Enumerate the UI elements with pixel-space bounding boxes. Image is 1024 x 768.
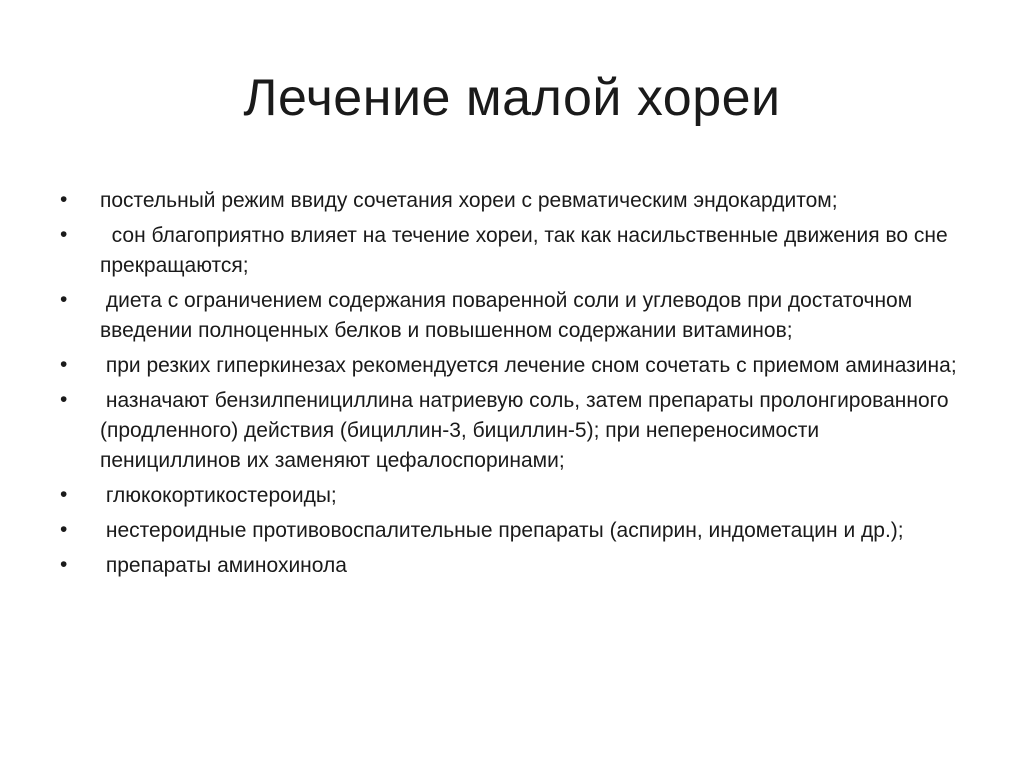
bullet-icon: •: [60, 353, 68, 376]
list-item: [60, 516, 960, 546]
list-item: [60, 286, 960, 346]
list-item-text: препараты аминохинола: [100, 554, 347, 577]
bullet-icon: •: [60, 483, 68, 506]
list-item-text: диета с ограничением содержания поваренной соли и углеводов при достаточном введении полноценных белков и повышенном содержании витаминов;: [100, 289, 919, 342]
bullet-icon: •: [60, 553, 68, 576]
bullet-list: [60, 186, 960, 586]
list-item: [60, 551, 960, 581]
list-item-text: глюкокортикостероиды;: [100, 484, 337, 507]
list-item-text: нестероидные противовоспалительные препараты (аспирин, индометацин и др.);: [100, 519, 904, 542]
list-item-text: назначают бензилпенициллина натриевую соль, затем препараты пролонгированного (продленного) действия (бициллин-3, бициллин-5); при непереносимости пенициллинов их заменяют цефалоспоринами;: [100, 389, 955, 472]
list-item: [60, 186, 960, 216]
list-item: [60, 351, 960, 381]
list-item: [60, 386, 960, 476]
list-item: [60, 481, 960, 511]
bullet-icon: •: [60, 518, 68, 541]
bullet-icon: •: [60, 188, 68, 211]
list-item-text: при резких гиперкинезах рекомендуется лечение сном сочетать с приемом аминазина;: [100, 354, 957, 377]
bullet-icon: •: [60, 223, 68, 246]
list-item-text: постельный режим ввиду сочетания хореи с ревматическим эндокардитом;: [100, 189, 838, 212]
list-item: [60, 221, 960, 281]
slide-title: Лечение малой хореи: [243, 69, 781, 127]
bullet-icon: •: [60, 288, 68, 311]
list-item-text: сон благоприятно влияет на течение хореи, так как насильственные движения во сне прекращаются;: [100, 224, 954, 277]
bullet-icon: •: [60, 388, 68, 411]
